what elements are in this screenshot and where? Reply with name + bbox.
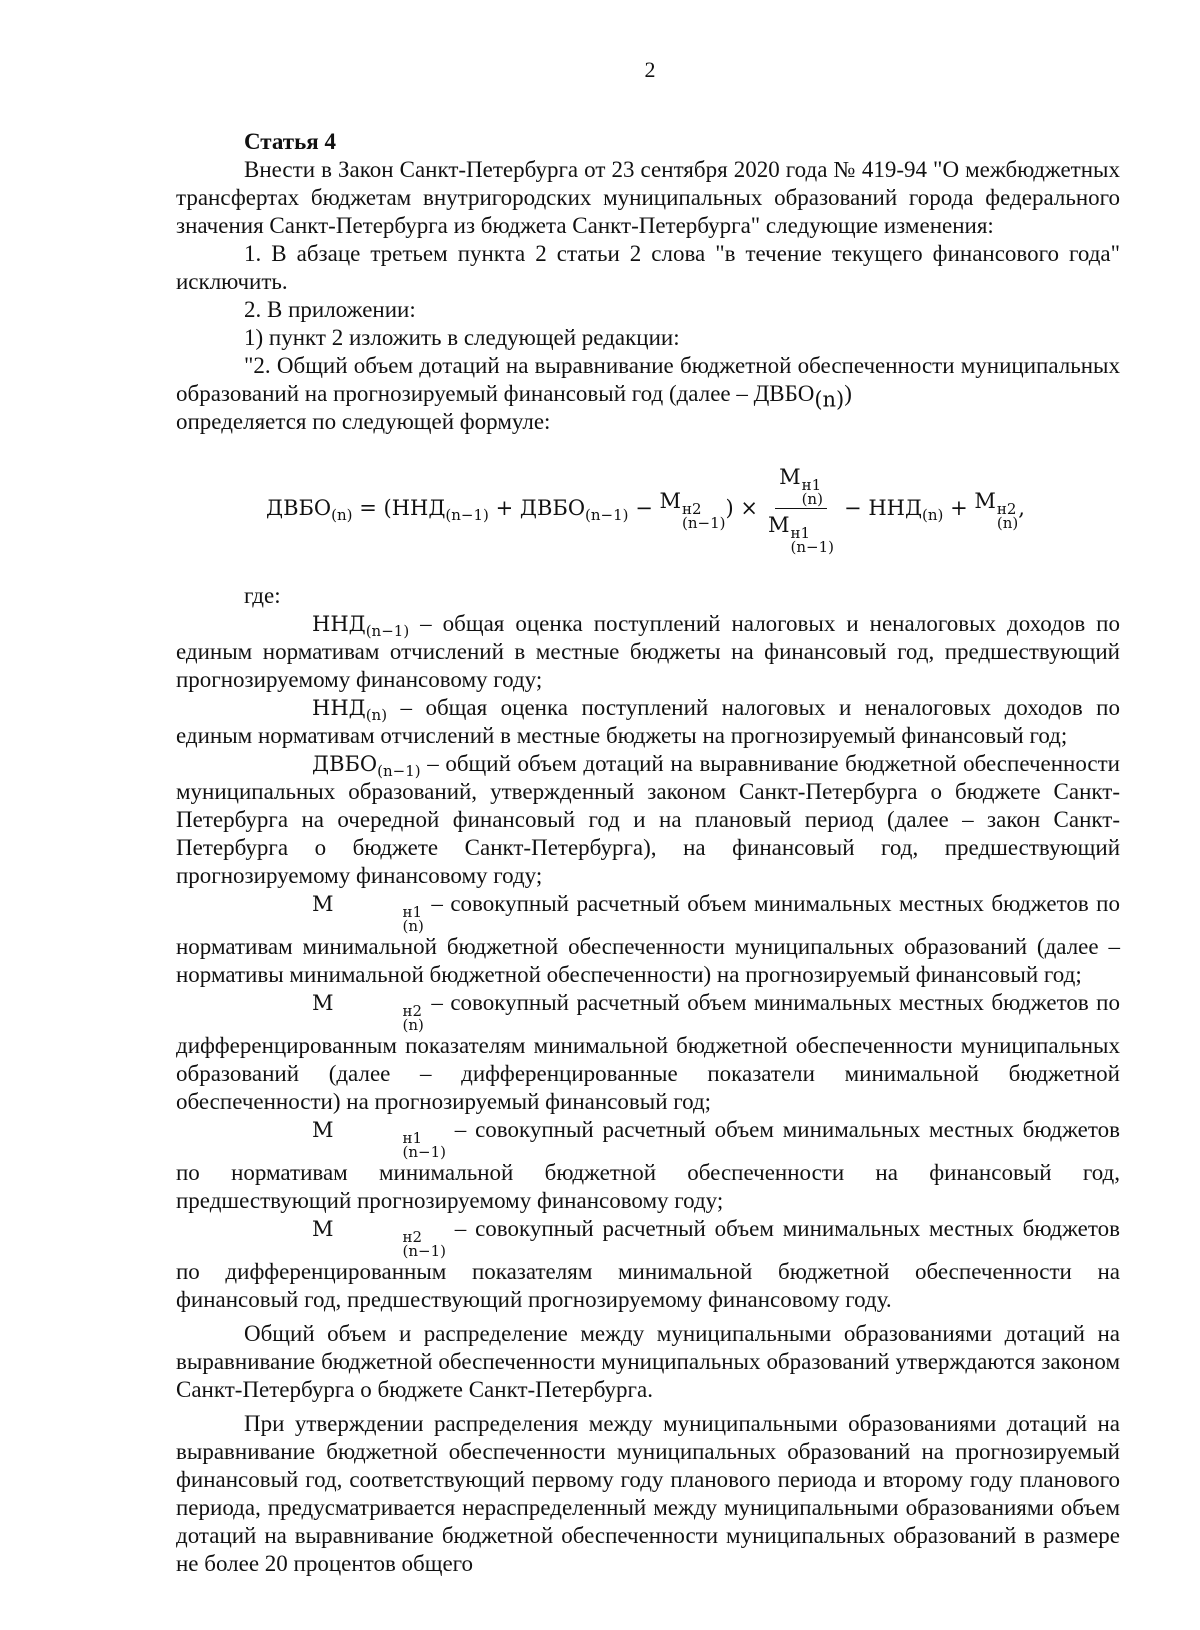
definition-item: $ДВБО_{(n-1)}$ – общий объем дотаций на выравнивание бюджетной обеспеченности муниципальных образований, утвержденный законом Санкт-Петербурга о бюджете Санкт-Петербурга на очередной финансовый год и на плановый период (далее – закон Санкт-Петербурга о бюджете Санкт-Петербурга), на финансовый год, предшествующий прогнозируемому финансовому году; <box>176 751 1120 888</box>
paragraph: "2. Общий объем дотаций на выравнивание бюджетной обеспеченности муниципальных образований на прогнозируемый финансовый год (далее – $ДВБО_{(n)}$) <box>176 353 1120 412</box>
where-label: где: <box>244 583 281 608</box>
definition-item: $ННД_{(n)}$ – общая оценка поступлений налоговых и неналоговых доходов по единым нормативам отчислений в местные бюджеты на прогнозируемый финансовый год; <box>176 695 1120 748</box>
formula-dvbo-n: $ДВБО_{(n)}$ <box>266 496 353 525</box>
paragraph: 2. В приложении: <box>244 297 416 322</box>
formula-fraction <box>764 463 838 554</box>
page-number: 2 <box>644 57 656 82</box>
paragraph: 1. В абзаце третьем пункта 2 статьи 2 слова "в течение текущего финансового года" исключить. <box>176 241 1120 294</box>
formula-m2-n1: М н2 (n−1) <box>659 488 726 532</box>
symbol-m1-n: М н1 (n) <box>312 892 424 935</box>
formula-m2-n: М н2 (n) <box>974 488 1019 532</box>
paragraph: 1) пункт 2 изложить в следующей редакции: <box>244 325 680 350</box>
definition-item: М н2 (n) – совокупный расчетный объем минимальных местных бюджетов по дифференцированным показателям минимальной бюджетной обеспеченности муниципальных образований (далее – дифференцированные показатели минимальной бюджетной обеспеченности) на прогнозируемый финансовый год; <box>176 990 1120 1114</box>
formula-dvbo-n1: $ДВБО_{(n-1)}$ <box>519 496 629 525</box>
symbol-nnd-n: $ННД_{(n)}$ <box>312 696 388 725</box>
formula-op: × <box>740 496 759 520</box>
formula-op: + <box>495 496 514 520</box>
formula-op: ( <box>383 496 392 520</box>
symbol-nnd-n1: $ННД_{(n-1)}$ <box>312 612 410 641</box>
paragraph: Общий объем и распределение между муниципальными образованиями дотаций на выравнивание бюджетной обеспеченности муниципальных образований утверждаются законом Санкт-Петербурга о бюджете Санкт-Петербурга. <box>176 1321 1120 1402</box>
formula-op: , <box>1018 496 1025 520</box>
definition-item: М н1 (n) – совокупный расчетный объем минимальных местных бюджетов по нормативам минимальной бюджетной обеспеченности муниципальных образований (далее – нормативы минимальной бюджетной обеспеченности) на прогнозируемый финансовый год; <box>176 891 1120 987</box>
paragraph: При утверждении распределения между муниципальными образованиями дотаций на выравнивание бюджетной обеспеченности муниципальных образований на прогнозируемый финансовый год, соответствующий первому году планового периода и второму году планового периода, предусматривается нераспределенный между муниципальными образованиями объем дотаций на выравнивание бюджетной обеспеченности муниципальных образований в размере не более 20 процентов общего <box>176 1411 1120 1576</box>
definition-item: $ННД_{(n-1)}$ – общая оценка поступлений налоговых и неналоговых доходов по единым нормативам отчислений в местные бюджеты на финансовый год, предшествующий прогнозируемому финансовому году; <box>176 611 1120 692</box>
article-heading: Статья 4 <box>244 129 336 154</box>
definition-item: М н1 (n−1) – совокупный расчетный объем минимальных местных бюджетов по нормативам минимальной бюджетной обеспеченности на финансовый год, предшествующий прогнозируемому финансовому году; <box>176 1117 1120 1213</box>
formula-op: − <box>635 496 653 520</box>
formula-op: − <box>844 496 862 520</box>
definition-item: М н2 (n−1) – совокупный расчетный объем минимальных местных бюджетов по дифференцированным показателям минимальной бюджетной обеспеченности на финансовый год, предшествующий прогнозируемому финансовому году. <box>176 1216 1120 1312</box>
formula-op: = <box>359 496 377 520</box>
formula-m1-n1: М н1 (n−1) <box>768 512 835 556</box>
symbol-m2-n1: М н2 (n−1) <box>312 1217 446 1260</box>
paragraph: Внести в Закон Санкт-Петербурга от 23 сентября 2020 года № 419-94 "О межбюджетных трансфертах бюджетам внутригородских муниципальных образований города федерального значения Санкт-Петербурга из бюджета Санкт-Петербурга" следующие изменения: <box>176 157 1120 238</box>
formula <box>266 464 1120 556</box>
formula-nnd-n1: $ННД_{(n-1)}$ <box>391 496 489 525</box>
formula-nnd-n: $ННД_{(n)}$ <box>868 496 944 525</box>
paragraph: определяется по следующей формуле: <box>176 409 551 434</box>
formula-op: + <box>950 496 968 520</box>
formula-op: ) <box>725 496 734 520</box>
document-body <box>176 128 1120 1578</box>
formula-m1-n: М н1 (n) <box>775 463 827 509</box>
symbol-m1-n1: М н1 (n−1) <box>312 1118 446 1161</box>
symbol-dvbo-n1: $ДВБО_{(n-1)}$ <box>312 752 421 781</box>
symbol-m2-n: М н2 (n) <box>312 991 424 1034</box>
